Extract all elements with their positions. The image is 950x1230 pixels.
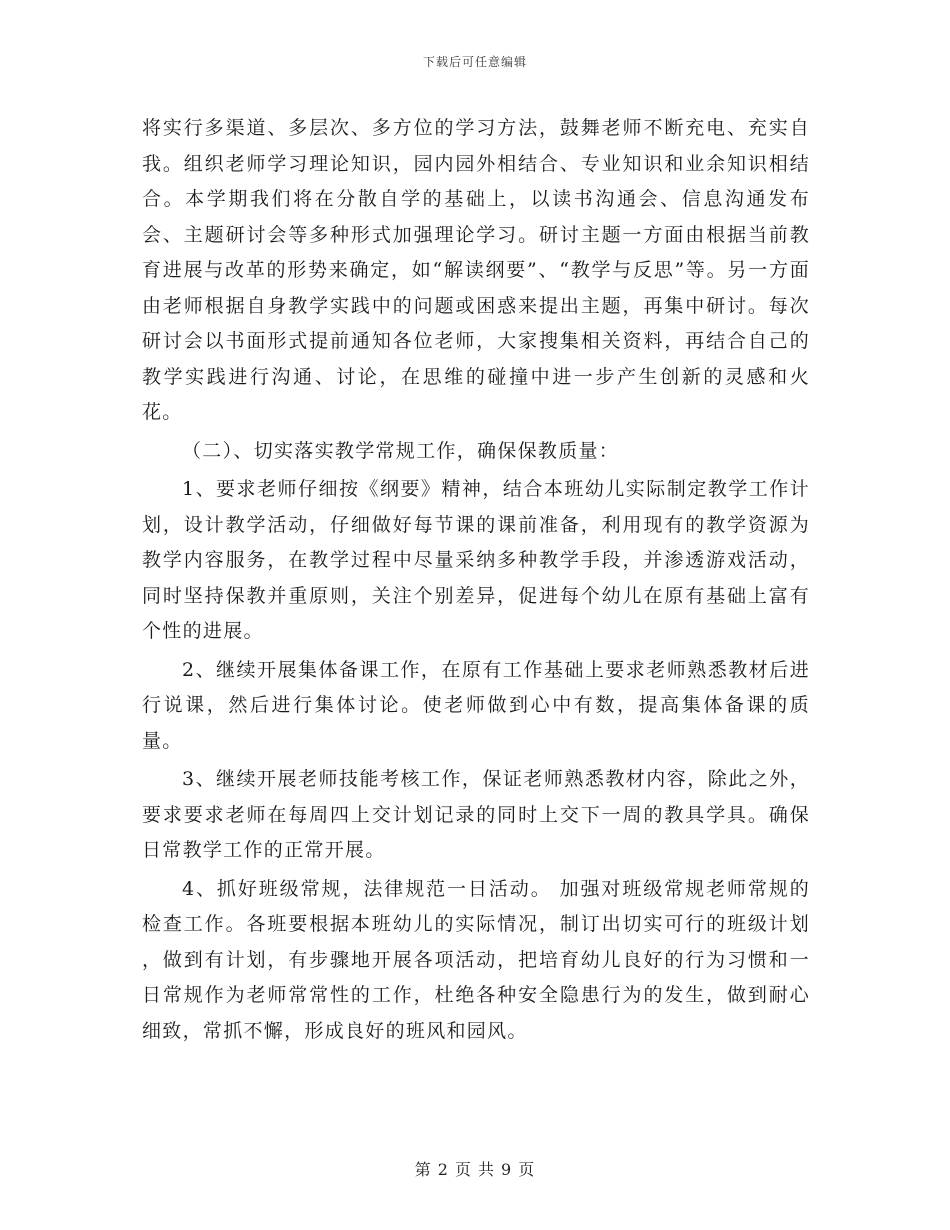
footer-suffix: 页 (518, 1160, 536, 1179)
paragraph-3: 1、要求老师仔细按《纲要》精神，结合本班幼儿实际制定教学工作计划，设计教学活动，仔细做好每节课的课前准备，利用现有的教学资源为教学内容服务，在教学过程中尽量采纳多种教学手段，并渗透游戏活动，同时坚持保教并重原则，关注个别差异，促进每个幼儿在原有基础上富有个性的进展。 (142, 478, 810, 642)
footer-prefix: 第 (414, 1160, 432, 1179)
paragraph-5: 3、继续开展老师技能考核工作，保证老师熟悉教材内容，除此之外，要求要求老师在每周四上交计划记录的同时上交下一周的教具学具。确保日常教学工作的正常开展。 (142, 768, 810, 861)
paragraph-2-section-heading: （二）、切实落实教学常规工作，确保保教质量： (182, 439, 620, 462)
paragraph-4: 2、继续开展集体备课工作，在原有工作基础上要求老师熟悉教材后进行说课，然后进行集体讨论。使老师做到心中有数，提高集体备课的质量。 (142, 658, 810, 752)
document-body (142, 111, 810, 1049)
footer-total-pages: 9 (501, 1160, 513, 1179)
paragraph-6: 4、抓好班级常规，法律规范一日活动。 加强对班级常规老师常规的检查工作。各班要根据本班幼儿的实际情况，制订出切实可行的班级计划 ，做到有计划，有步骤地开展各项活动，把培育幼儿良好的行为习惯和一日常规作为老师常常性的工作，杜绝各种安全隐患行为的发生，做到耐心细致，常抓不懈，形成良好的班风和园风。 (142, 877, 810, 1042)
page-footer (0, 1157, 950, 1180)
paragraph-1: 将实行多渠道、多层次、多方位的学习方法，鼓舞老师不断充电、充实自我。组织老师学习理论知识，园内园外相结合、专业知识和业余知识相结合。本学期我们将在分散自学的基础上，以读书沟通会、信息沟通发布会、主题研讨会等多种形式加强理论学习。研讨主题一方面由根据当前教育进展与改革的形势来确定，如“解读纲要”、“教学与反思”等。另一方面由老师根据自身教学实践中的问题或困惑来提出主题，再集中研讨。每次研讨会以书面形式提前通知各位老师，大家搜集相关资料，再结合自己的教学实践进行沟通、讨论，在思维的碰撞中进一步产生创新的灵感和火花。 (142, 117, 810, 423)
page-header: 下载后可任意编辑 (422, 55, 527, 69)
footer-current-page: 2 (437, 1160, 449, 1179)
footer-middle: 页 共 (454, 1160, 496, 1179)
